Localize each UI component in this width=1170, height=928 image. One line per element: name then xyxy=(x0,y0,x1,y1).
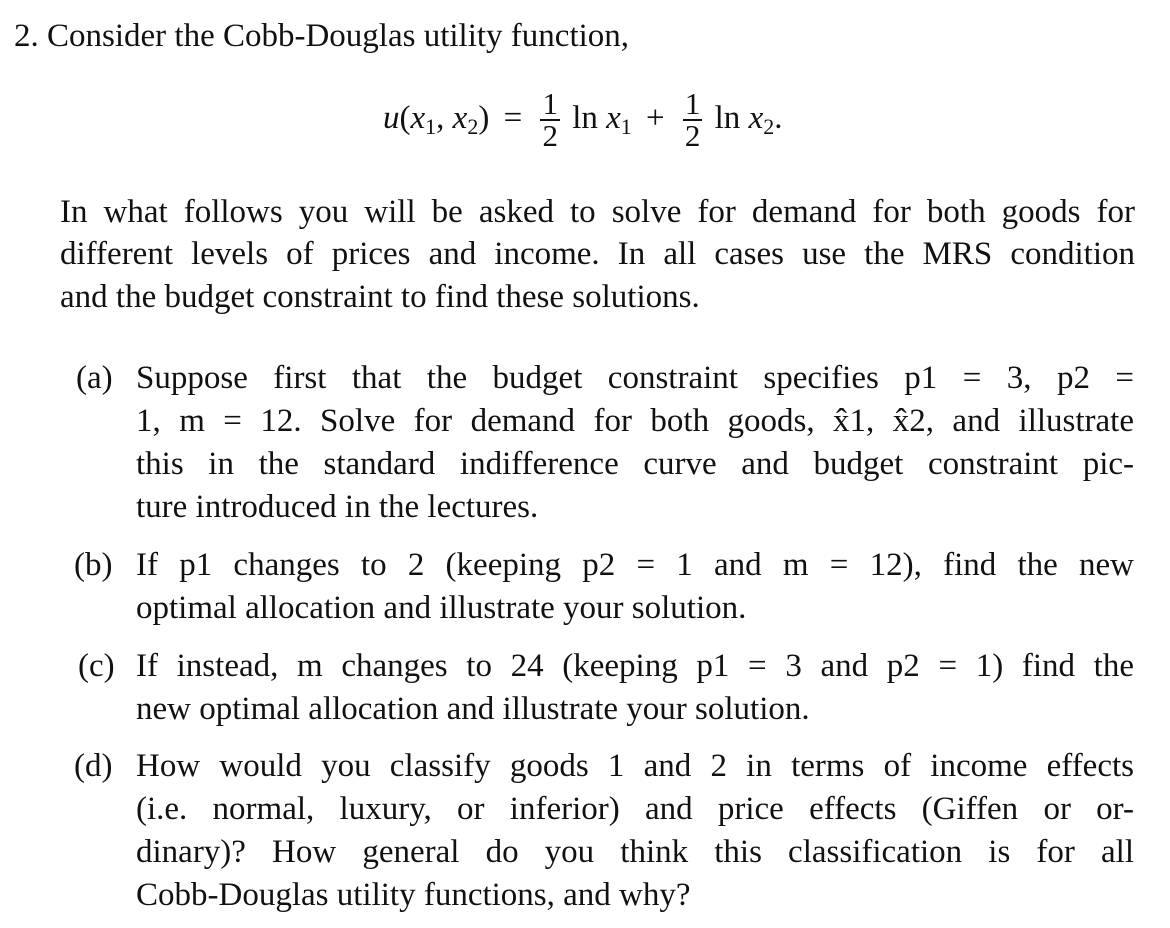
part-d-line: How would you classify goods 1 and 2 in terms of income effects xyxy=(136,748,1134,784)
problem-intro: Consider the Cobb-Douglas utility function, xyxy=(47,18,630,54)
part-c-line: If instead, m changes to 24 (keeping p1 = 3 and p2 = 1) find the xyxy=(136,648,1134,684)
part-c-line: new optimal allocation and illustrate your solution. xyxy=(136,691,810,727)
paragraph-line: and the budget constraint to find these solutions. xyxy=(60,279,700,315)
part-a-line: ture introduced in the lectures. xyxy=(136,489,539,525)
part-d-line: (i.e. normal, luxury, or inferior) and price effects (Giffen or or- xyxy=(136,791,1134,827)
part-a-line: 1, m = 12. Solve for demand for both goods, x̂1, x̂2, and illustrate xyxy=(136,403,1134,439)
part-d-label: (d) xyxy=(74,748,113,784)
paragraph-line: different levels of prices and income. In all cases use the MRS condition xyxy=(60,236,1135,272)
part-b-label: (b) xyxy=(74,547,113,583)
part-d-line: dinary)? How general do you think this classification is for all xyxy=(136,834,1134,870)
problem-number: 2. xyxy=(14,18,39,54)
part-b-line: If p1 changes to 2 (keeping p2 = 1 and m = 12), find the new xyxy=(136,547,1134,583)
part-b-line: optimal allocation and illustrate your solution. xyxy=(136,590,747,626)
paragraph-line: In what follows you will be asked to solve for demand for both goods for xyxy=(60,194,1135,230)
part-c-label: (c) xyxy=(78,648,115,684)
fraction-one-half: $\frac{1}{2}$ xyxy=(684,86,701,154)
part-d-line: Cobb-Douglas utility functions, and why? xyxy=(136,877,691,913)
utility-equation: $u(x_1$, $x_2$) = $\frac{1}{2}$ $\ln x_1$ + $\frac{1}{2}$ $\ln x_2$. xyxy=(383,86,783,154)
fraction-one-half: $\frac{1}{2}$ xyxy=(542,86,558,154)
problem-header xyxy=(14,16,629,56)
part-a-line: Suppose first that the budget constraint specifies p1 = 3, p2 = xyxy=(136,360,1134,396)
part-a-label: (a) xyxy=(76,360,113,396)
part-a-line: this in the standard indifference curve and budget constraint pic- xyxy=(136,446,1134,482)
